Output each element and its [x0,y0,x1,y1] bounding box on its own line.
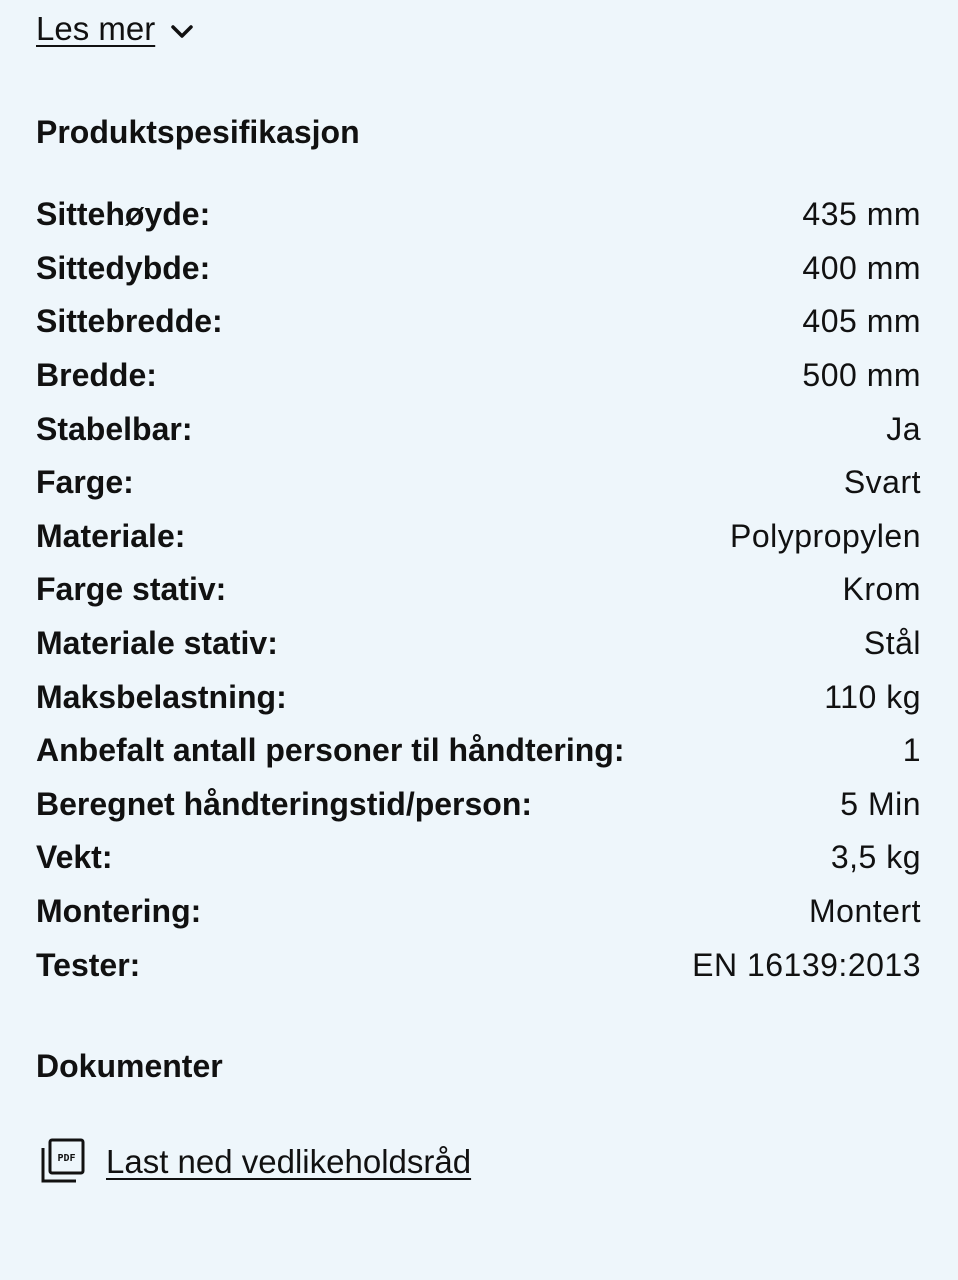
spec-value: Krom [842,571,921,608]
spec-value: Svart [843,464,921,501]
spec-label: Maksbelastning: [36,678,287,715]
spec-value: 3,5 kg [830,839,921,876]
spec-label: Farge stativ: [36,571,227,608]
spec-label: Farge: [36,464,134,501]
spec-label: Tester: [36,946,141,983]
documents-section-title: Dokumenter [36,1048,223,1084]
spec-row [36,831,921,885]
spec-value: 400 mm [802,249,921,286]
spec-label: Materiale stativ: [36,625,278,662]
spec-row [36,295,921,349]
pdf-icon-text: PDF [57,1153,76,1164]
spec-value: 500 mm [802,357,921,394]
spec-value: EN 16139:2013 [692,946,921,983]
spec-label: Sittehøyde: [36,196,211,233]
spec-value: 5 Min [840,785,921,822]
spec-label: Vekt: [36,839,113,876]
spec-label: Materiale: [36,517,186,554]
spec-list [36,188,921,992]
spec-row [36,402,921,456]
spec-value: Polypropylen [730,517,921,554]
chevron-down-icon [169,19,195,45]
spec-row [36,563,921,617]
spec-label: Sittedybde: [36,249,211,286]
spec-row [36,510,921,564]
spec-value: 405 mm [802,303,921,340]
spec-value: 435 mm [802,196,921,233]
spec-row [36,349,921,403]
pdf-icon [38,1138,86,1186]
spec-row [36,778,921,832]
spec-row [36,670,921,724]
read-more-label: Les mer [36,10,156,47]
spec-row [36,456,921,510]
spec-label: Anbefalt antall personer til håndtering: [36,732,625,769]
spec-label: Bredde: [36,357,157,394]
spec-row [36,938,921,992]
download-maintenance-link[interactable] [38,1138,471,1186]
spec-row [36,242,921,296]
spec-label: Beregnet håndteringstid/person: [36,785,533,822]
spec-row [36,724,921,778]
spec-row [36,885,921,939]
spec-row [36,617,921,671]
spec-value: 110 kg [824,678,921,715]
spec-row [36,188,921,242]
spec-section-title: Produktspesifikasjon [36,114,360,150]
download-maintenance-label: Last ned vedlikeholdsråd [106,1143,472,1180]
spec-label: Montering: [36,893,202,930]
spec-value: Stål [863,625,921,662]
spec-label: Sittebredde: [36,303,223,340]
read-more-toggle[interactable] [36,10,195,48]
spec-value: Ja [886,410,921,447]
spec-value: Montert [809,893,921,930]
spec-label: Stabelbar: [36,410,193,447]
spec-value: 1 [902,732,921,769]
